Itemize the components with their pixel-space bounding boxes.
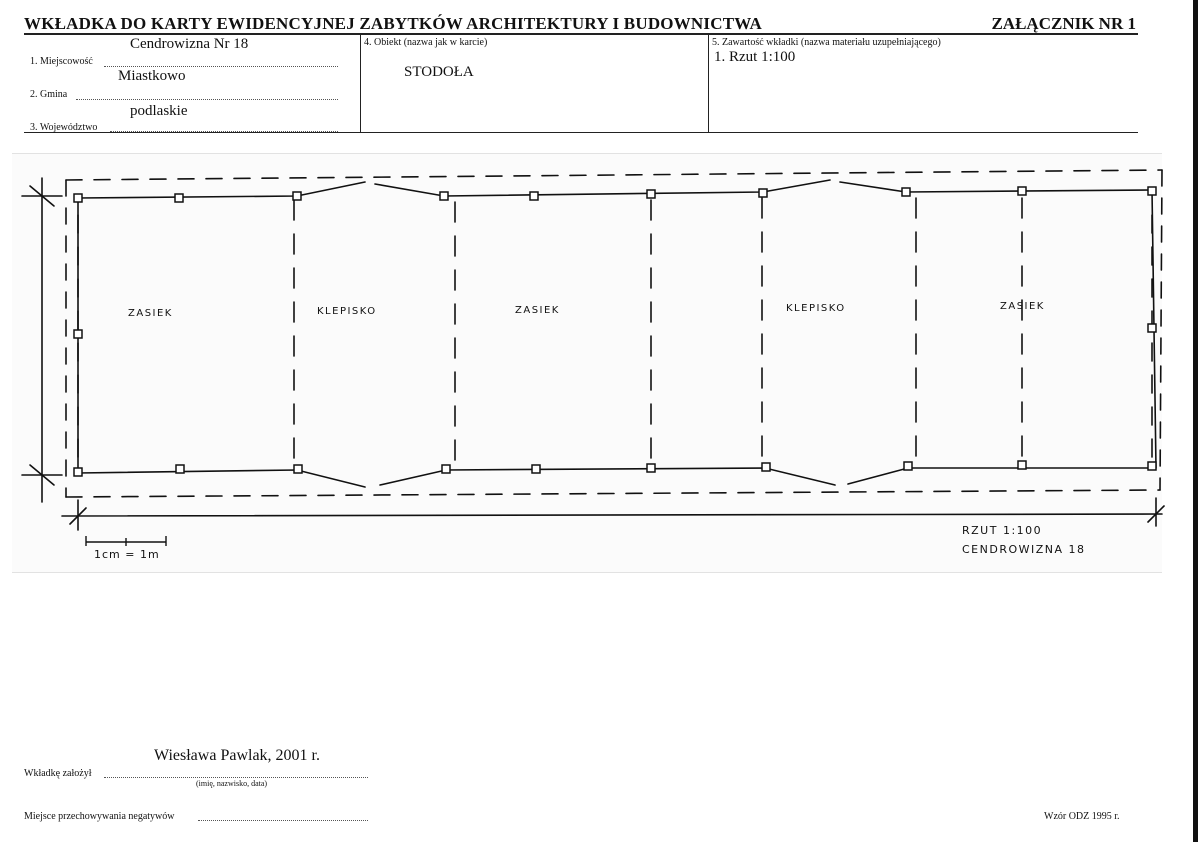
post [440,192,448,200]
locality-value: Cendrowizna Nr 18 [130,36,249,52]
room-label: ZASIEK [515,305,560,316]
object-label: 4. Obiekt (nazwa jak w karcie) [364,37,488,48]
object-value: STODOŁA [404,64,474,80]
contents-label: 5. Zawartość wkładki (nazwa materiału uzupełniającego) [712,37,941,48]
drawing-caption-place: CENDROWIZNA 18 [962,543,1086,556]
room-label: KLEPISKO [786,303,846,314]
post [74,194,82,202]
voivodeship-label: 3. Województwo [30,122,98,133]
commune-label: 2. Gmina [30,89,68,100]
room-label: ZASIEK [1000,301,1045,312]
post [762,463,770,471]
author-hint: (imię, nazwisko, data) [196,779,268,788]
voivodeship-value: podlaskie [130,103,188,119]
dimension-line-bottom [62,514,1162,516]
author-value: Wiesława Pawlak, 2001 r. [154,747,320,764]
scale-bar-label: 1cm = 1m [94,548,160,561]
roof-outline-bottom [66,490,1160,497]
barn-wall-bottom [78,468,1152,487]
scan-edge [1193,0,1198,842]
pattern-label: Wzór ODZ 1995 r. [1044,811,1120,822]
post [904,462,912,470]
author-label: Wkładkę założył [24,768,92,779]
room-label: ZASIEK [128,308,173,319]
commune-value: Miastkowo [118,68,186,84]
post [902,188,910,196]
contents-value: 1. Rzut 1:100 [714,49,796,65]
post [1018,187,1026,195]
post [293,192,301,200]
scale-bar [86,536,166,546]
posts [74,187,1156,476]
barn-wall-top [78,180,1152,198]
post [532,465,540,473]
post [1148,187,1156,195]
post [759,189,767,197]
post [442,465,450,473]
drawing-caption-scale: RZUT 1:100 [962,524,1043,537]
post [74,330,82,338]
post [530,192,538,200]
negatives-label: Miejsce przechowywania negatywów [24,811,175,822]
post [294,465,302,473]
post [176,465,184,473]
room-label: KLEPISKO [317,306,377,317]
annex-label: ZAŁĄCZNIK NR 1 [991,14,1136,33]
negatives-dots [198,820,368,821]
post [74,468,82,476]
post [1148,462,1156,470]
roof-outline-top [66,170,1162,180]
post [1018,461,1026,469]
locality-label: 1. Miejscowość [30,56,93,67]
roof-outline-right [1160,170,1162,490]
post [647,464,655,472]
post [1148,324,1156,332]
post [647,190,655,198]
post [175,194,183,202]
form-title: WKŁADKA DO KARTY EWIDENCYJNEJ ZABYTKÓW ARCHITEKTURY I BUDOWNICTWA [24,14,763,33]
author-dots [104,777,368,778]
